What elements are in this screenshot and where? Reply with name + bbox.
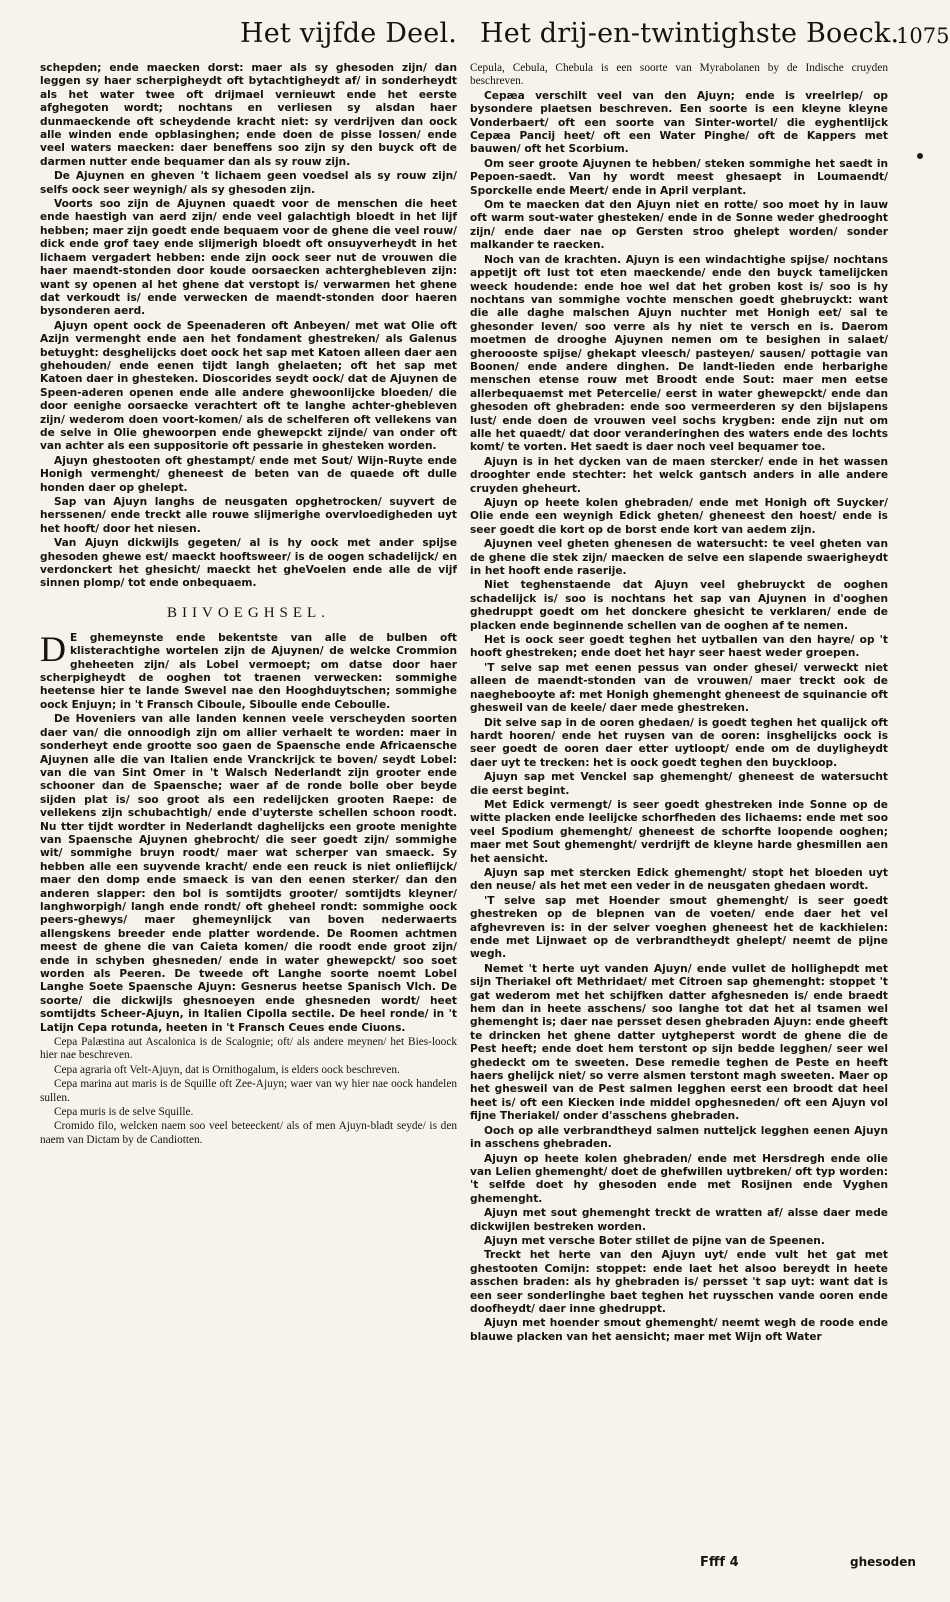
paragraph: Dit selve sap in de ooren ghedaen/ is goedt teghen het qualijck oft hardt hooren/ ende het ruysen van de ooren: insghelijcks oock is seer goedt de ooren daer etter uytloopt/ ende om de duyligheydt daer uyt te trecken: het is oock goedt teghen den buyckloop. bbox=[470, 716, 888, 769]
drop-cap: D bbox=[40, 628, 66, 669]
left-column bbox=[40, 62, 457, 1382]
paragraph: Sap van Ajuyn langhs de neusgaten opghetrocken/ suyvert de herssenen/ ende treckt alle rouwe slijmerighe overvloedigheden uyt het hooft/ door het niesen. bbox=[40, 496, 457, 535]
paragraph: Cepa muris is de selve Squille. bbox=[54, 1106, 194, 1119]
paragraph: Ajuyn sap met stercken Edick ghemenght/ stopt het bloeden uyt den neuse/ als het met een veder in de neusgaten ghedaen wordt. bbox=[470, 866, 888, 893]
paragraph: Cepæa verschilt veel van den Ajuyn; ende is vreelrlep/ op bysondere plaetsen beschreven. Een soorte is een kleyne kleyne Vonderbaert/ oft een soorte van Sinter-wortel/ die eyghentlijck Cepæa Pancij heet/ oft een Water Pinghe/ oft de Kappers met bauwen/ oft het Scorbium. bbox=[470, 89, 888, 156]
section-title: BIIVOEGHSEL. bbox=[167, 604, 330, 621]
paragraph: Cepa marina aut maris is de Squille oft Zee-Ajuyn; waer van wy hier nae oock handelen sullen. bbox=[40, 1078, 457, 1104]
paragraph: schepden; ende maecken dorst: maer als sy ghesoden zijn/ dan leggen sy haer scherpigheydt oft bytachtigheydt af/ in sonderheydt als het water twee oft drijmael vernieuwt ende het eerste afghegoten wordt; nochtans en verliesen sy alsdan haer dunmaeckende oft scheydende kracht niet: sy verdrijven dan oock alle winden ende opblasinghen; ende doen de pisse lossen/ ende veel waters maecken: daer beneffens soo zijn sy den buyck oft de darmen nutter ende bequamer dan als sy rouw zijn. bbox=[40, 62, 457, 168]
paragraph: Treckt het herte van den Ajuyn uyt/ ende vult het gat met ghestooten Comijn: stoppet: ende laet het alsoo bereydt in heete asschen braden: als hy ghebraden is/ persset 't sap uyt: want dat is een seer sonderlinghe baet teghen het ruysschen vande ooren ende doofheydt/ daer inne ghedruppt. bbox=[470, 1249, 888, 1315]
paragraph: Ajuyn ghestooten oft ghestampt/ ende met Sout/ Wijn-Ruyte ende Honigh vermenght/ gheneest de beten van de quaede oft dulle honden daer op ghelept. bbox=[40, 454, 457, 494]
paragraph: Ajuyn op heete kolen ghebraden/ ende met Hersdregh ende olie van Lelien ghemenght/ doet de ghefwillen uytbreken/ oft typ worden: 't selfde doet hy ghesoden ende met Rosijnen ende Vyghen ghemenght. bbox=[470, 1152, 888, 1205]
paragraph: Ooch op alle verbrandtheyd salmen nutteljck legghen eenen Ajuyn in asschens ghebraden. bbox=[470, 1124, 888, 1151]
paragraph: De Hoveniers van alle landen kennen veele verscheyden soorten daer van/ die onnoodigh zijn om allier verhaelt te worden: maer in sonderheyt ende grootte soo gaen de Spaensche ende Africaensche Ajuynen alle die van Italien ende Vranckrijck te boven/ seydt Lobel: van die van Sint Omer in 't Walsch Nederlandt zijn grooter ende schooner dan de Spaensche; waer af de ronde bolle ober beyde sijden plat is/ soo groot als een redelijcken grooten Raepe: de vellekens zijn schubachtigh/ ende d'uyterste schellen schoon roodt. Nu tter tijdt wordter in Nederlandt daghelijcks een groote menighte van Spaensche Ajuynen ghebrocht/ die seer goedt zijn/ sommighe wit/ sommighe bruyn roodt/ maer wat scherper van smaeck. Sy hebben alle een suyvende kracht/ ende een reuck is niet onlieflijck/ maer den domp ende smaeck is van den eenen sterker/ dan den anderen slapper: den bol is somtijdts grooter/ somtijdts kleyner/ langhworpigh/ langh ende rondt/ oft gheheel rondt: sommighe oock peers-ghewys/ maer ghemeynlijck van boven nederwaerts allengskens breeder ende platter wordende. De Roomen achtmen meest de ghene die van Caieta komen/ die roodt ende groot zijn/ ende in schyben ghesneden/ ende in water ghewepckt/ soo soet worden als Peeren. De tweede oft Langhe soorte noemt Lobel Langhe Soete Spaensche Ajuyn: Gesnerus heetse Spanisch Vlch. De soorte/ die dickwijls ghesnoeyen ende ghesneden wordt/ heet somtijdts Scheer-Ajuyn, in Italien Cipolla sectile. De heel ronde/ in 't Latijn Cepa rotunda, heeten in 't Fransch Ceues ende Ciuons. bbox=[40, 713, 457, 1034]
paragraph: 'T selve sap met eenen pessus van onder ghesei/ verweckt niet alleen de maendt-stonden van de vrouwen/ maer treckt ook de naeghebooyte af: met Honigh ghemenght gheneest de squinancie oft ghesweil van de keele/ daer mede ghestreken. bbox=[470, 661, 888, 715]
paragraph: Ajuyn met sout ghemenght treckt de wratten af/ alsse daer mede dickwijlen bestreken worden. bbox=[470, 1207, 888, 1233]
paragraph: Om seer groote Ajuynen te hebben/ steken sommighe het saedt in Pepoen-saedt. Van hy wordt meest ghesaept in Loumaendt/ Sporckelle ende Meert/ ende in April verplant. bbox=[470, 157, 888, 197]
paragraph: Van Ajuyn dickwijls gegeten/ al is hy oock met ander spijse ghesoden ghewe est/ maeckt hooftsweer/ is de oogen schadelijck/ en verdonckert het ghesicht/ maeckt het gheVoelen ende alle de vijf sinnen plomp/ tot ende onbequaem. bbox=[40, 537, 457, 590]
signature-mark: Ffff 4 bbox=[700, 1555, 739, 1570]
paragraph: Ajuyn met versche Boter stillet de pijne van de Speenen. bbox=[484, 1234, 825, 1247]
paragraph: Cromido filo, welcken naem soo veel beteeckent/ als of men Ajuyn-bladt seyde/ is den naem van Dictam by de Candiotten. bbox=[40, 1120, 457, 1146]
paragraph: Om te maecken dat den Ajuyn niet en rotte/ soo moet hy in lauw oft warm sout-water ghesteken/ ende in de Sonne weder ghedrooght zijn/ ende daer nae op Gersten stroo ghelept worden/ sonder malkander te raecken. bbox=[470, 199, 888, 252]
page-number: 1075 bbox=[896, 24, 950, 48]
bijvoeghsel-block bbox=[40, 628, 457, 712]
paragraph: Het is oock seer goedt teghen het uytballen van den hayre/ op 't hooft ghestreken; ende doet het hayr seer haest weder groepen. bbox=[470, 634, 888, 660]
paragraph: Cepa agraria oft Velt-Ajuyn, dat is Ornithogalum, is elders oock beschreven. bbox=[54, 1063, 400, 1076]
paragraph: E ghemeynste ende bekentste van alle de bulben oft klisterachtighe wortelen zijn de Ajuynen/ de welcke Crommion gheheeten zijn/ als Lobel vermoept; om datse door haer scherpigheydt de ooghen tot traenen verwecken: sommighe heetense hier te lande Swevel nae den Hooghduytschen; sommighe oock Enjuyn; in 't Fransch Ciboule, Siboulle ende Ceboulle. bbox=[40, 631, 457, 711]
paragraph: Niet teghenstaende dat Ajuyn veel ghebruyckt de ooghen schadelijck is/ soo is nochtans het sap van Ajuynen in d'ooghen ghedruppt goedt om het donckere ghesicht te verklaren/ ende de placken ende beginnende schellen van de ooghen af te nemen. bbox=[470, 579, 888, 632]
paragraph: Cepa Palæstina aut Ascalonica is de Scalognie; oft/ als andere meynen/ het Bies-loock hier nae beschreven. bbox=[40, 1036, 457, 1062]
paragraph: Ajuyn met hoender smout ghemenght/ neemt wegh de roode ende blauwe placken van het aensicht; maer met Wijn oft Water bbox=[470, 1317, 888, 1343]
paragraph: Ajuyn sap met Venckel sap ghemenght/ gheneest de watersucht die eerst begint. bbox=[470, 771, 888, 797]
paragraph: De Ajuynen en gheven 't lichaem geen voedsel als sy rouw zijn/ selfs oock seer weynigh/ als sy ghesoden zijn. bbox=[40, 170, 457, 196]
paragraph: Ajuyn opent oock de Speenaderen oft Anbeyen/ met wat Olie oft Azijn vermenght ende aen het fondament ghestreken/ als Galenus betuyght: desghelijcks doet oock het sap met Katoen alleen daer aen ghehouden/ ende eenen tijdt langh ghelaeten; oft het sap met Katoen daer in ghesteken. Dioscorides seydt oock/ dat de Ajuynen de Speen-aderen openen ende alle andere ghewoonlijcke bloeden/ die door eenighe oorsaecke verachtert oft te langhe achter-ghebleven zijn/ wederom doen voort-komen/ als de schelferen oft vellekens van de selve in Olie ghewoorpen ende ghewepckt zijnde/ van onder oft van achter als een suppositorie oft pessarie in ghesteken worden. bbox=[40, 319, 457, 453]
paragraph: Nemet 't herte uyt vanden Ajuyn/ ende vullet de hollighepdt met sijn Theriakel oft Methridaet/ met Citroen sap ghemenght: stoppet 't gat wederom met het schijfken datter afghesneden is/ ende braedt hem dan in heete asschens/ soo langhe tot dat het al tsamen wel ghemenght is; daer nae persset desen ghebraden Ajuyn: ende gheeft te drincken het ghene datter uytgheperst wordt de ghene die de Pest heeft; ende doet hem terstont op sijn bedde legghen/ seer wel ghedeckt om te sweeten. Dese remedie teghen de Peste en heeft haers ghelijck niet/ so verre alsmen terstont magh sweeten. Maer op het ghesweil van de Pest salmen legghen eerst een broodt dat heel heet is/ oft een Kiecken inde middel opghesneden/ oft een Ajuyn vol fijne Theriakel/ onder d'asschens ghebraden. bbox=[470, 962, 888, 1123]
paragraph: Ajuyn op heete kolen ghebraden/ ende met Honigh oft Suycker/ Olie ende een weynigh Edick gheten/ gheneest den hoest/ ende is seer goedt die kort op de borst ende kort van aedem zijn. bbox=[470, 497, 888, 536]
running-head-right: Het drij-en-twintighste Boeck. bbox=[480, 18, 900, 49]
paragraph: Noch van de krachten. Ajuyn is een windachtighe spijse/ nochtans appetijt oft lust tot eten maeckende/ ende den buyck tamelijcken weeck houdende: ende hoe wel dat het groben kost is/ soo is hy nochtans van sommighe vochte menschen goedt ghebruyckt: want die alle daghe malschen Ajuyn nuchter met Honigh eet/ sal te ghesonder leven/ soo verre als hy niet te versch en is. Daerom moetmen de drooghe Ajuynen nemen om te besighen in salaet/ gheroooste spijse/ ghekapt vleesch/ pasteyen/ sausen/ pottagie van Boonen/ ende andere dinghen. De landt-lieden ende herbarighe menschen etense rouw met Broodt ende Sout: maer men eetse allerbequaemst met Petercelie/ eerst in water ghewepckt/ ende dan ghesoden oft ghebraden: ende soo vermeerderen sy den bijslapens lust/ ende doen de vrouwen veel sochs krygben: ende zijn nut om alle het quaedt/ dat door veranderinghen des waters ende des lochts komt/ te vorten. Het saedt is daer noch veel bequamer toe. bbox=[470, 253, 888, 454]
paragraph: 'T selve sap met Hoender smout ghemenght/ is seer goedt ghestreken op de blepnen van de voeten/ ende daer het vel afghevreven is: in der selver voeghen gheneest het de kackhielen: ende met Lijnwaet op de verbrandtheydt ghelept/ neemt de pijne wegh. bbox=[470, 894, 888, 961]
ink-spot bbox=[917, 153, 923, 159]
catchword: ghesoden bbox=[850, 1555, 916, 1569]
paragraph: Voorts soo zijn de Ajuynen quaedt voor de menschen die heet ende haestigh van aerd zijn/ ende veel galachtigh bloedt in het lijf hebben; maer zijn goedt ende bequaem voor de ghene die veel rouw/ dick ende grof taey ende slijmerigh bloedt oft onsuyverheydt in het lichaem vergadert hebben: ende zijn oock seer nut de vrouwen die haer maendt-stonden door koude oorsaecken achterghebleven zijn: want sy openen al het ghene dat verstopt is/ verwarmen het ghene dat verkoudt is/ ende verwecken de maendt-stonden door haeren bysonderen aerd. bbox=[40, 198, 457, 318]
paragraph: Cepula, Cebula, Chebula is een soorte van Myrabolanen by de Indische cruyden beschreven. bbox=[470, 62, 888, 88]
right-column bbox=[470, 62, 888, 1602]
paragraph: Ajuyn is in het dycken van de maen stercker/ ende in het wassen drooghter ende stechter: het welck gantsch anders in alle andere cruyden gheheurt. bbox=[470, 455, 888, 495]
running-head-left: Het vijfde Deel. bbox=[240, 18, 458, 49]
paragraph: Ajuynen veel gheten ghenesen de watersucht: te veel gheten van de ghene die stek zijn/ maecken de selve een slapende swaerigheydt in het hooft ende raserije. bbox=[470, 538, 888, 578]
paragraph: Met Edick vermengt/ is seer goedt ghestreken inde Sonne op de witte placken ende leelijcke schorfheden des lichaems: ende met soo veel Spodium ghemenght/ gheneest de schorfte loopende ooghen; maer met Sout ghemenght/ verdrijft de kleyne harde ghesmillen aen het aensicht. bbox=[470, 798, 888, 865]
